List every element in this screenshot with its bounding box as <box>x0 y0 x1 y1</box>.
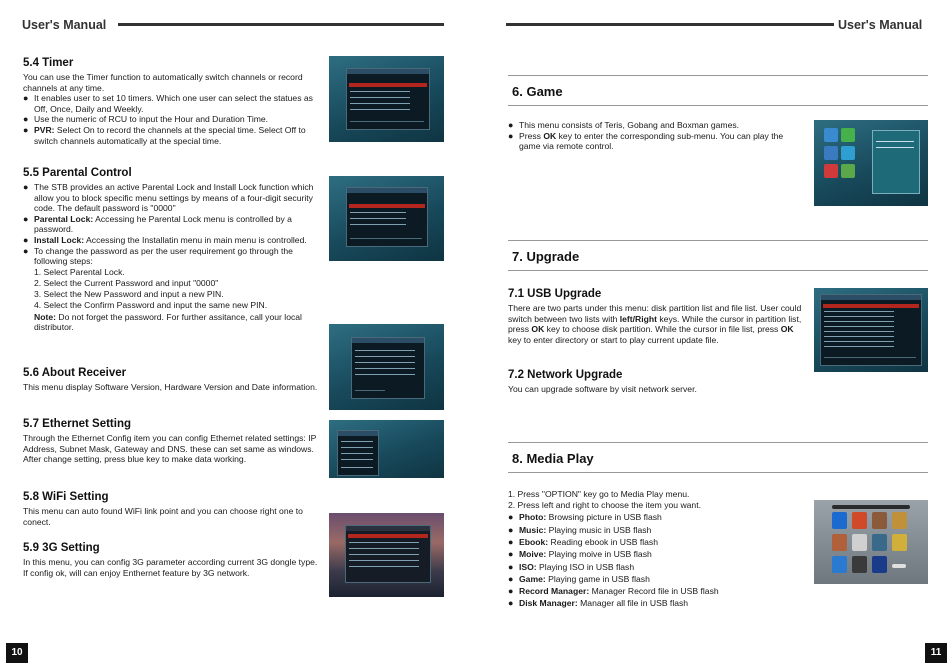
usb-key-left-right: left/Right <box>619 313 657 324</box>
list-item <box>23 235 319 246</box>
g3-heading: 5.9 3G Setting <box>23 542 100 554</box>
parental-bullet-1: The STB provides an active Parental Lock and Install Lock function which allow you to block specific menu settings by means of a four-digit security code. The default password is "0000" <box>34 182 314 214</box>
about-heading: 5.6 About Receiver <box>23 367 127 379</box>
timer-screenshot <box>329 56 444 142</box>
media-game-label: Game: <box>519 573 546 584</box>
network-upgrade-text: You can upgrade software by visit network server. <box>508 384 697 394</box>
list-item <box>508 524 804 536</box>
bullet-dot: ● <box>23 182 29 192</box>
game-bullet-2-text: key to enter the corresponding sub-menu. You can play the game via remote control. <box>519 130 784 152</box>
bullet-dot: ● <box>508 573 514 584</box>
usb-text-part: keys. While the cursor in partition list, press <box>508 313 802 335</box>
media-step-2: 2. Press left and right to choose the item you want. <box>508 500 701 511</box>
parental-step-2: 2. Select the Current Password and input "0000" <box>34 277 219 288</box>
bullet-dot: ● <box>508 512 514 523</box>
section-timer <box>23 57 319 146</box>
g3-text-2: If config ok, will can enjoy Enthernet feature by 3G network. <box>23 567 250 578</box>
list-item <box>508 573 804 585</box>
usb-key-ok: OK <box>531 324 545 335</box>
parental-note-text: Do not forget the password. For further assitance, call your local distributor. <box>34 311 302 333</box>
timer-intro: You can use the Timer function to automatically switch channels or record channels at any time. <box>23 72 303 93</box>
section-usb-upgrade <box>508 288 804 345</box>
game-bullet-2-pre: Press <box>519 130 544 141</box>
media-moive-text: Playing moive in USB flash <box>546 549 652 560</box>
list-item <box>508 561 804 573</box>
parental-bullet-3-text: Accessing the Installatin menu in main menu is controlled. <box>84 234 307 245</box>
media-moive-label: Moive: <box>519 549 547 560</box>
usb-upgrade-screenshot <box>814 288 928 372</box>
media-play-screenshot <box>814 500 928 584</box>
media-music-text: Playing music in USB flash <box>546 524 652 535</box>
parental-step-3: 3. Select the New Password and input a new PIN. <box>34 289 224 300</box>
chapter-media-play: 8. Media Play <box>508 442 928 473</box>
bullet-dot: ● <box>508 120 514 130</box>
bullet-dot: ● <box>508 524 514 535</box>
list-item <box>508 131 804 152</box>
list-item <box>508 548 804 560</box>
section-wifi <box>23 491 319 527</box>
about-screenshot <box>329 324 444 410</box>
usb-key-ok: OK <box>780 324 794 335</box>
parental-step-1: 1. Select Parental Lock. <box>34 266 125 277</box>
bullet-dot: ● <box>23 213 29 224</box>
list-item <box>508 585 804 597</box>
page-number-right: 11 <box>925 643 947 663</box>
list-item <box>23 214 319 235</box>
usb-text-part: key to enter directory or start to play current update file. <box>508 334 719 345</box>
game-screenshot <box>814 120 928 206</box>
media-disk-text: Manager all file in USB flash <box>577 598 689 609</box>
list-item <box>508 536 804 548</box>
usb-text-part: key to choose disk partition. While the cursor in file list, press <box>544 324 781 335</box>
timer-bullet-3-text: Select On to record the channels at the special time. Select Off to switch channels automatically at the special time. <box>34 124 306 146</box>
timer-heading: 5.4 Timer <box>23 57 74 69</box>
media-iso-label: ISO: <box>519 561 537 572</box>
usb-upgrade-heading: 7.1 USB Upgrade <box>508 288 602 300</box>
list-item <box>23 114 319 125</box>
media-record-label: Record Manager: <box>519 586 590 597</box>
usb-upgrade-text <box>508 303 804 345</box>
timer-bullet-3-label: PVR: <box>34 124 55 135</box>
section-parental-control <box>23 167 319 333</box>
game-bullet-2-key: OK <box>543 130 557 141</box>
ethernet-screenshot <box>329 420 444 478</box>
media-iso-text: Playing ISO in USB flash <box>536 561 635 572</box>
parental-step-4: 4. Select the Confirm Password and input the same new PIN. <box>34 300 268 311</box>
ethernet-heading: 5.7 Ethernet Setting <box>23 418 131 430</box>
parental-bullet-3-label: Install Lock: <box>34 234 85 245</box>
bullet-dot: ● <box>23 234 29 245</box>
list-item <box>23 182 319 214</box>
list-item <box>508 120 804 131</box>
bullet-dot: ● <box>23 114 29 125</box>
header-rule-left <box>118 23 444 26</box>
parental-bullet-2-text: Accessing he Parental Lock menu is controlled by a password. <box>34 213 292 235</box>
wifi-text: This menu can auto found WiFi link point and you can choose right one to conect. <box>23 506 303 527</box>
g3-text: In this menu, you can config 3G parameter according current 3G dongle type. <box>23 557 318 567</box>
header-title-right: User's Manual <box>838 18 923 32</box>
bullet-dot: ● <box>23 93 29 104</box>
parental-bullet-2-label: Parental Lock: <box>34 213 94 224</box>
ethernet-text-2: After change setting, press blue key to make data working. <box>23 454 247 465</box>
about-text: This menu display Software Version, Hardware Version and Date information. <box>23 382 318 392</box>
list-item <box>508 597 804 609</box>
network-upgrade-heading: 7.2 Network Upgrade <box>508 369 623 381</box>
list-item <box>23 246 319 267</box>
ethernet-text: Through the Ethernet Config item you can config Ethernet related settings: IP Address, Subnet Mask, Gateway and DNS. these can set same as windows. <box>23 433 317 454</box>
bullet-dot: ● <box>23 245 29 256</box>
bullet-dot: ● <box>508 130 514 141</box>
section-game <box>508 120 804 152</box>
section-3g <box>23 542 319 578</box>
media-ebook-label: Ebook: <box>519 537 549 547</box>
parental-heading: 5.5 Parental Control <box>23 167 132 179</box>
media-record-text: Manager Record file in USB flash <box>589 586 719 597</box>
media-step-1: 1. Press "OPTION" key go to Media Play menu. <box>508 489 690 499</box>
timer-bullet-2: Use the numeric of RCU to input the Hour and Duration Time. <box>34 114 269 125</box>
chapter-upgrade: 7. Upgrade <box>508 240 928 271</box>
parental-note-label: Note: <box>34 311 56 322</box>
section-network-upgrade <box>508 369 804 395</box>
bullet-dot: ● <box>508 586 514 597</box>
list-item <box>23 93 319 114</box>
usb-text-part: There are two parts under this menu: disk partition list and file list. User could switch between two lists with <box>508 303 802 324</box>
media-photo-text: Browsing picture in USB flash <box>546 512 662 523</box>
media-disk-label: Disk Manager: <box>519 598 578 609</box>
parental-bullet-4: To change the password as per the user requirement go through the following steps: <box>34 245 293 267</box>
bullet-dot: ● <box>23 124 29 135</box>
wifi-3g-screenshot <box>329 513 444 597</box>
media-ebook-text: Reading ebook in USB flash <box>548 537 659 547</box>
bullet-dot: ● <box>508 537 514 547</box>
header-rule-right <box>506 23 834 26</box>
chapter-game: 6. Game <box>508 75 928 106</box>
parental-note <box>23 312 319 333</box>
list-item <box>508 511 804 523</box>
media-photo-label: Photo: <box>519 512 547 523</box>
bullet-dot: ● <box>508 561 514 572</box>
section-ethernet <box>23 418 319 465</box>
media-music-label: Music: <box>519 524 547 535</box>
media-game-text: Playing game in USB flash <box>545 573 650 584</box>
list-item <box>23 125 319 146</box>
header-title-left: User's Manual <box>22 18 107 32</box>
bullet-dot: ● <box>508 598 514 609</box>
game-bullet-1: This menu consists of Teris, Gobang and Boxman games. <box>519 120 740 130</box>
section-media-play <box>508 489 804 610</box>
section-about-receiver <box>23 367 319 393</box>
timer-bullet-1: It enables user to set 10 timers. Which one user can select the statues as Off, Once, Daily and Weekly. <box>34 93 313 114</box>
bullet-dot: ● <box>508 549 514 560</box>
page-number-left: 10 <box>6 643 28 663</box>
parental-screenshot <box>329 176 444 261</box>
wifi-heading: 5.8 WiFi Setting <box>23 491 109 503</box>
